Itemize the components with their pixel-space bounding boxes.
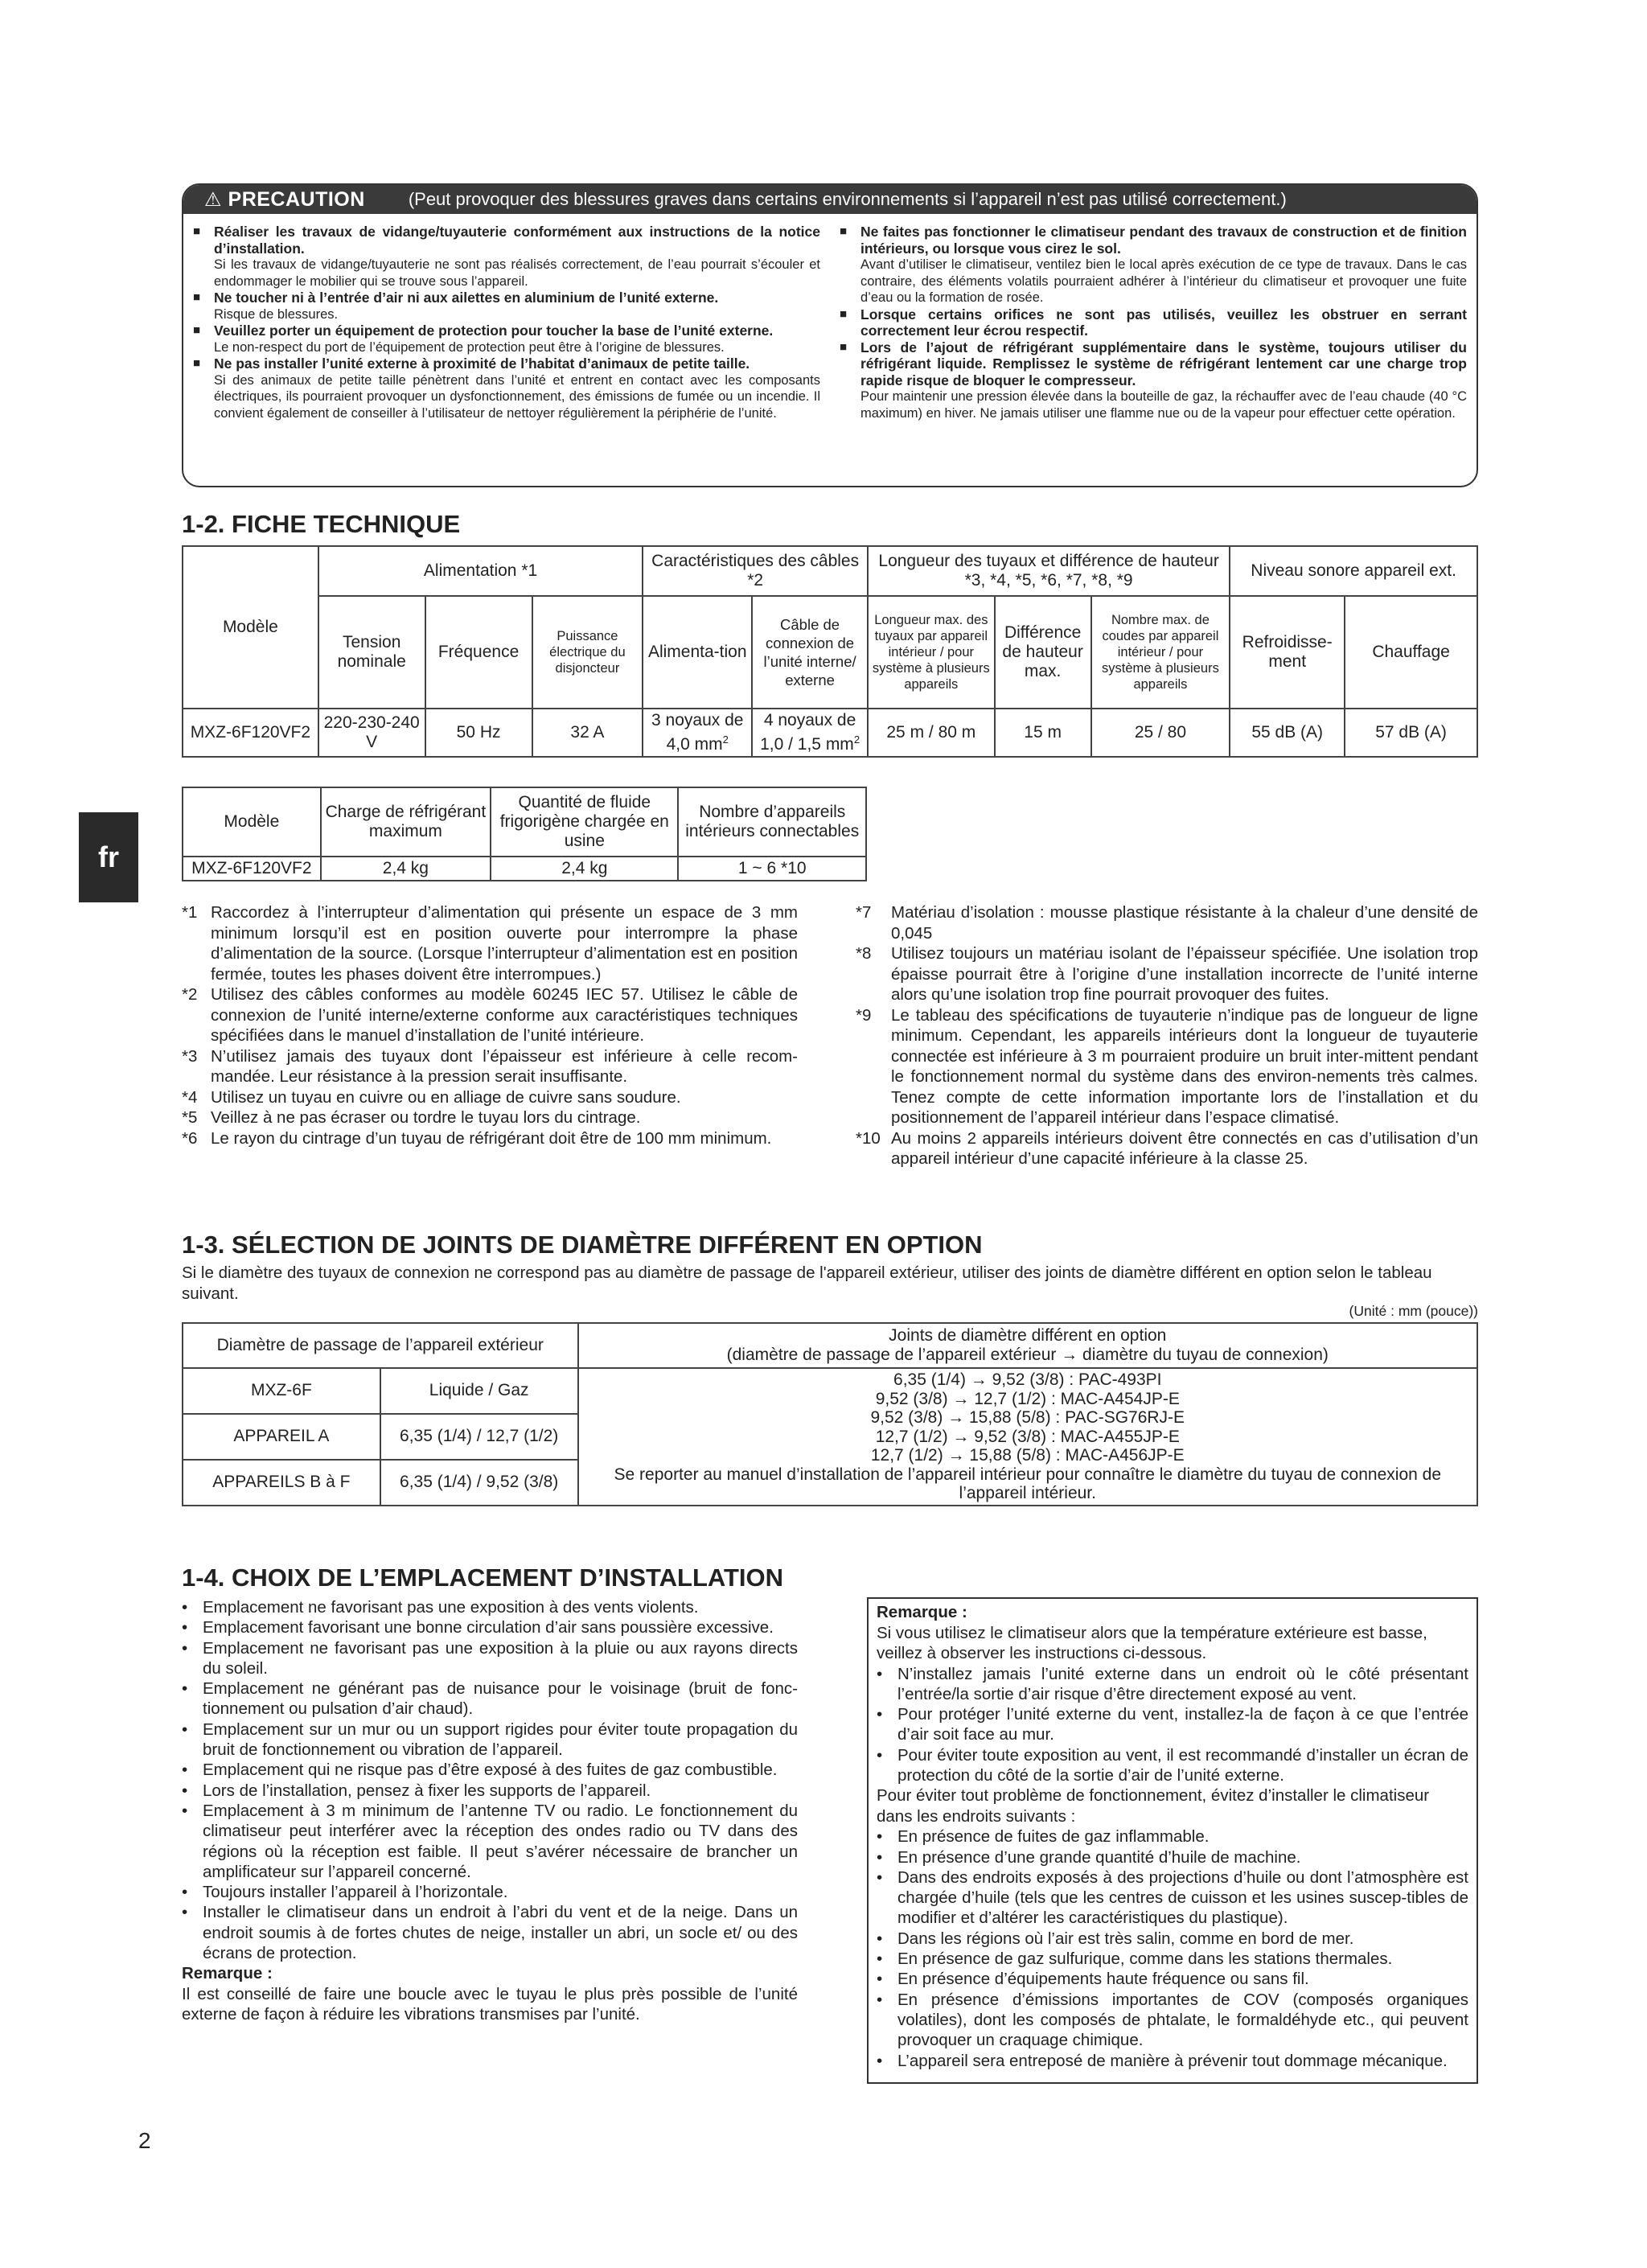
list-item	[877, 1969, 1468, 1989]
notes-right	[856, 902, 1478, 1169]
cell-chauffage: 57 dB (A)	[1345, 709, 1477, 757]
cell-longueur: 25 m / 80 m	[868, 709, 995, 757]
th-charge: Charge de réfrigérant maximum	[321, 787, 491, 857]
list-item	[182, 1902, 798, 1963]
bullet-dot-icon: •	[182, 1679, 188, 1699]
precaution-item	[840, 224, 1467, 306]
bullet-dot-icon: •	[877, 2051, 883, 2070]
list-item	[877, 1949, 1468, 1969]
joints-table	[182, 1322, 1478, 1506]
list-item	[182, 1638, 798, 1679]
footnote-key: *9	[856, 1005, 872, 1025]
footnote-text: Matériau d’isolation : mousse plastique résistante à la chaleur d’une densité de 0,045	[891, 903, 1478, 943]
footnote-key: *4	[182, 1087, 198, 1107]
th-cable-connexion: Câble de connexion de l’unité interne/ externe	[752, 596, 868, 709]
footnote	[182, 1046, 798, 1087]
footnote	[182, 902, 798, 984]
precaution-item-text: Avant d’utiliser le climatiseur, ventilez bien le local après exécution de ce type de travaux. Dans le cas contraire, des éléments volatils pourraient adhérer à l’intérieur du climatiseur et provoquer une fuite d’eau ou la formation de rosée.	[860, 257, 1467, 305]
th-chauffage: Chauffage	[1345, 596, 1477, 709]
remark-box-bullets-2	[877, 1826, 1468, 2071]
bullet-dot-icon: •	[182, 1719, 188, 1739]
precaution-title: PRECAUTION	[228, 187, 365, 211]
table-row	[183, 1368, 1477, 1414]
list-item-text: Installer le climatiseur dans un endroit à l’abri du vent et de la neige. Dans un endroit soumis à de fortes chutes de neige, installer un abri, un socle et/ ou des écrans de protection.	[203, 1903, 798, 1963]
list-item	[877, 1847, 1468, 1867]
list-item-text: Emplacement sur un mur ou un support rigides pour éviter toute propagation du bruit de fonctionnement ou vibration de l’appareil.	[203, 1719, 798, 1760]
list-item	[877, 1826, 1468, 1847]
cell-quantite: 2,4 kg	[491, 857, 678, 881]
language-tab: fr	[79, 812, 138, 902]
th-modele-2: Modèle	[183, 787, 321, 857]
bullet-square-icon: ■	[193, 224, 201, 238]
precaution-item-bold: Réaliser les travaux de vidange/tuyauterie conformément aux instructions de la notice d’installation.	[214, 224, 820, 257]
bullet-dot-icon: •	[182, 1801, 188, 1820]
list-item-text: Lors de l’installation, pensez à fixer les supports de l’appareil.	[203, 1781, 651, 1800]
footnote	[856, 943, 1478, 1005]
bullet-dot-icon: •	[877, 1847, 883, 1867]
list-item-text: Emplacement ne générant pas de nuisance pour le voisinage (bruit de fonc-tionnement ou pulsation d’air chaud).	[203, 1679, 798, 1719]
footnote-key: *1	[182, 903, 198, 922]
list-item	[182, 1678, 798, 1719]
list-item-text: Pour protéger l’unité externe du vent, installez-la de façon à ce que l’entrée d’air soit face au mur.	[897, 1705, 1468, 1744]
cell-refroidissement: 55 dB (A)	[1230, 709, 1345, 757]
precaution-item	[840, 306, 1467, 339]
list-item-text: En présence d’une grande quantité d’huile de machine.	[897, 1847, 1301, 1867]
bullet-dot-icon: •	[877, 1664, 883, 1683]
footnote-key: *2	[182, 985, 198, 1004]
section-title-fiche-technique: 1-2. FICHE TECHNIQUE	[182, 510, 461, 538]
precaution-item	[840, 339, 1467, 422]
list-item-text: Emplacement ne favorisant pas une exposition à des vents violents.	[203, 1598, 699, 1617]
precaution-right-column	[840, 224, 1467, 421]
bullet-dot-icon: •	[877, 1867, 883, 1887]
th-tension: Tension nominale	[318, 596, 425, 709]
list-item-text: Emplacement qui ne risque pas d’être exposé à des fuites de gaz combustible.	[203, 1761, 778, 1780]
footnote-key: *3	[182, 1046, 198, 1066]
list-item	[877, 1664, 1468, 1705]
list-item	[182, 1760, 798, 1780]
list-item-text: Toujours installer l’appareil à l’horizontale.	[203, 1883, 508, 1902]
bullet-square-icon: ■	[193, 356, 201, 370]
remark-box-mid: Pour éviter tout problème de fonctionnement, évitez d’installer le climatiseur dans les endroits suivants :	[877, 1786, 1430, 1826]
remark-box-title: Remarque :	[877, 1603, 967, 1621]
bullet-square-icon: ■	[193, 323, 201, 337]
list-item	[182, 1617, 798, 1637]
precaution-item-text: Risque de blessures.	[214, 306, 339, 322]
th-puissance: Puissance électrique du disjoncteur	[532, 596, 643, 709]
footnote-text: N’utilisez jamais des tuyaux dont l’épaisseur est inférieure à celle recom-mandée. Leur résistance à la pression serait insuffisante.	[211, 1046, 798, 1086]
footnote-key: *10	[856, 1128, 881, 1148]
page-number: 2	[138, 2128, 151, 2153]
notes-left	[182, 902, 798, 1148]
list-item	[182, 1597, 798, 1617]
footnote	[182, 1128, 798, 1149]
cell-coudes: 25 / 80	[1091, 709, 1230, 757]
joints-intro: Si le diamètre des tuyaux de connexion ne correspond pas au diamètre de passage de l'appareil extérieur, utiliser des joints de diamètre différent en option selon le tableau suivant.	[182, 1263, 1432, 1303]
refrigerant-table	[182, 787, 867, 881]
th-sonore-group: Niveau sonore appareil ext.	[1230, 546, 1477, 596]
list-item-text: Emplacement favorisant une bonne circulation d’air sans poussière excessive.	[203, 1618, 774, 1637]
remark-title: Remarque :	[182, 1964, 273, 1983]
th-difference: Différence de hauteur max.	[995, 596, 1091, 709]
th-coudes: Nombre max. de coudes par appareil intérieur / pour système à plusieurs appareils	[1091, 596, 1230, 709]
precaution-item-bold: Lors de l’ajout de réfrigérant supplémentaire dans le système, toujours utiliser du réfrigérant liquide. Remplissez le système de réfrigérant lentement car une charge trop rapide risque de bloquer le compresseur.	[860, 339, 1467, 388]
footnote-text: Au moins 2 appareils intérieurs doivent être connectés en cas d’utilisation d’un appareil intérieur d’une capacité inférieure à la classe 25.	[891, 1128, 1478, 1168]
th-frequence: Fréquence	[425, 596, 532, 709]
install-bullets	[182, 1597, 798, 2025]
cell-row3-b: 6,35 (1/4) / 9,52 (3/8)	[380, 1460, 578, 1506]
cell-row1-b: Liquide / Gaz	[380, 1368, 578, 1414]
bullet-dot-icon: •	[182, 1761, 188, 1780]
list-item	[877, 2051, 1468, 2071]
th-quantite: Quantité de fluide frigorigène chargée en usine	[491, 787, 678, 857]
bullet-square-icon: ■	[840, 224, 848, 238]
bullet-dot-icon: •	[877, 1990, 883, 2009]
th-nombre: Nombre d’appareils intérieurs connectables	[678, 787, 866, 857]
bullet-dot-icon: •	[877, 1929, 883, 1948]
cell-row1-a: MXZ-6F	[183, 1368, 380, 1414]
remark-box-bullets-1	[877, 1664, 1468, 1786]
list-item	[877, 1867, 1468, 1929]
precaution-item-text: Si des animaux de petite taille pénètrent dans l’unité et entrent en contact avec les composants électriques, ils pourraient provoquer un dysfonctionnement, des émissions de fumée ou un incendie. Il convient également de conseiller à l’utilisateur de nettoyer régulièrement la périphérie de l’unité.	[214, 372, 820, 421]
cell-charge: 2,4 kg	[321, 857, 491, 881]
cell-joints-list: 6,35 (1/4) → 9,52 (3/8) : PAC-493PI 9,52 (3/8) → 12,7 (1/2) : MAC-A454JP-E 9,52 (3/8) → 15,88 (5/8) : PAC-SG76RJ-E 12,7 (1/2) → 9,52 (3/8) : MAC-A455JP-E 12,7 (1/2) → 15,88 (5/8) : MAC-A456JP-E Se reporter au manuel d’installation de l’appareil intérieur pour connaître le diamètre du tuyau de connexion de l’appareil intérieur.	[578, 1368, 1477, 1506]
footnote-text: Utilisez toujours un matériau isolant de l’épaisseur spécifiée. Une isolation trop épaisse pourrait être à l’origine d’une installation incorrecte de l’unité interne alors qu’une isolation trop fine pourrait provoquer des fuites.	[891, 944, 1478, 1004]
th-joints: Joints de diamètre différent en option (diamètre de passage de l’appareil extérieur → diamètre du tuyau de connexion)	[578, 1323, 1477, 1368]
precaution-item-text: Si les travaux de vidange/tuyauterie ne sont pas réalisés correctement, de l’eau pourrait s’écouler et endommager le mobilier qui se trouve sous l’appareil.	[214, 257, 820, 289]
footnote-text: Le tableau des spécifications de tuyauterie n’indique pas de longueur de ligne minimum. Cependant, les appareils intérieurs dont la longueur de tuyauterie connectée est inférieure à 3 m pourraient produire un bruit inter-mittent pendant le fonctionnement normal du système dans des environ-nements très calmes. Tenez compte de cette information importante lors de l’installation et du positionnement de l’appareil intérieur dans l’espace climatisé.	[891, 1005, 1478, 1127]
cell-row2-a: APPAREIL A	[183, 1414, 380, 1460]
th-diametre: Diamètre de passage de l’appareil extérieur	[183, 1323, 578, 1368]
th-cables-group: Caractéristiques des câbles *2	[643, 546, 868, 596]
bullet-dot-icon: •	[877, 1705, 883, 1724]
precaution-item-text: Le non-respect du port de l’équipement de protection peut être à l’origine de blessures.	[214, 339, 725, 355]
bullet-dot-icon: •	[182, 1638, 188, 1658]
bullet-dot-icon: •	[877, 1970, 883, 1989]
th-alimentation-group: Alimentation *1	[318, 546, 643, 596]
section-title-joints: 1-3. SÉLECTION DE JOINTS DE DIAMÈTRE DIFFÉRENT EN OPTION	[182, 1231, 983, 1259]
list-item-text: Dans les régions où l’air est très salin, comme en bord de mer.	[897, 1929, 1354, 1948]
footnote	[182, 1087, 798, 1108]
precaution-box	[182, 183, 1478, 487]
cell-cable: 4 noyaux de 1,0 / 1,5 $mm^2$	[752, 709, 868, 757]
list-item-text: En présence de fuites de gaz inflammable.	[897, 1827, 1210, 1847]
cell-puissance: 32 A	[532, 709, 643, 757]
bullet-dot-icon: •	[877, 1827, 883, 1847]
precaution-item-bold: Ne faites pas fonctionner le climatiseur pendant des travaux de construction et de finition intérieurs, ou lorsque vous cirez le sol.	[860, 224, 1467, 257]
list-item	[182, 1719, 798, 1761]
footnote-key: *8	[856, 944, 872, 963]
precaution-item	[193, 290, 820, 323]
bullet-dot-icon: •	[877, 1745, 883, 1765]
precaution-header	[183, 185, 1477, 214]
precaution-item-bold: Veuillez porter un équipement de protection pour toucher la base de l’unité externe.	[214, 323, 774, 339]
cell-modele: MXZ-6F120VF2	[183, 709, 318, 757]
precaution-item	[193, 224, 820, 290]
list-item	[877, 1704, 1468, 1745]
footnote-key: *5	[182, 1108, 198, 1127]
unit-label: (Unité : mm (pouce))	[1349, 1303, 1478, 1319]
remark-text: Il est conseillé de faire une boucle avec le tuyau le plus près possible de l’unité externe de façon à réduire les vibrations transmises par l’unité.	[182, 1984, 798, 2024]
cell-modele-2: MXZ-6F120VF2	[183, 857, 321, 881]
section-title-emplacement: 1-4. CHOIX DE L’EMPLACEMENT D’INSTALLATION	[182, 1563, 784, 1592]
cell-frequence: 50 Hz	[425, 709, 532, 757]
th-longueur: Longueur max. des tuyaux par appareil intérieur / pour système à plusieurs appareils	[868, 596, 995, 709]
cell-difference: 15 m	[995, 709, 1091, 757]
footnote	[856, 902, 1478, 943]
th-tuyaux-group: Longueur des tuyaux et différence de hauteur *3, *4, *5, *6, *7, *8, *9	[868, 546, 1230, 596]
table-row	[183, 857, 866, 881]
footnote-text: Le rayon du cintrage d’un tuyau de réfrigérant doit être de 100 mm minimum.	[211, 1128, 772, 1148]
bullet-dot-icon: •	[877, 1950, 883, 1969]
precaution-subtitle: (Peut provoquer des blessures graves dans certains environnements si l’appareil n’est pas utilisé correctement.)	[408, 189, 1287, 209]
list-item-text: N’installez jamais l’unité externe dans un endroit où le côté présentant l’entrée/la sortie d’air risque d’être directement exposé au vent.	[897, 1664, 1468, 1703]
precaution-item-bold: Lorsque certains orifices ne sont pas utilisés, veuillez les obstruer en serrant correctement leur écrou respectif.	[860, 306, 1467, 339]
list-item	[182, 1801, 798, 1882]
bullet-dot-icon: •	[182, 1598, 188, 1617]
list-item-text: En présence d’équipements haute fréquence ou sans fil.	[897, 1970, 1309, 1989]
footnote-key: *7	[856, 903, 872, 922]
list-item	[877, 1745, 1468, 1786]
footnote-text: Raccordez à l’interrupteur d’alimentation qui présente un espace de 3 mm minimum lorsqu’il est en position ouverte pour interrompre la phase d’alimentation de la source. (Lorsque l’interrupteur d’alimentation est en position fermée, toutes les phases doivent être interrompues.)	[211, 903, 798, 984]
th-alimentation: Alimenta-tion	[643, 596, 752, 709]
footnote	[182, 1107, 798, 1128]
remark-box-intro: Si vous utilisez le climatiseur alors que la température extérieure est basse, veillez à observer les instructions ci-dessous.	[877, 1623, 1427, 1662]
footnote	[856, 1005, 1478, 1128]
precaution-item-bold: Ne toucher ni à l’entrée d’air ni aux ailettes en aluminium de l’unité externe.	[214, 290, 719, 306]
remark-box	[867, 1597, 1478, 2084]
bullet-dot-icon: •	[182, 1883, 188, 1902]
cell-nombre: 1 ~ 6 *10	[678, 857, 866, 881]
list-item-text: Emplacement à 3 m minimum de l’antenne TV ou radio. Le fonctionnement du climatiseur peut interférer avec la réception des ondes radio ou TV dans des régions où la réception est faible. Il peut s’avérer nécessaire de brancher un amplificateur sur l’appareil concerné.	[203, 1801, 798, 1881]
list-item-text: Emplacement ne favorisant pas une exposition à la pluie ou aux rayons directs du soleil.	[203, 1638, 798, 1678]
bullet-dot-icon: •	[182, 1781, 188, 1800]
list-item-text: Dans des endroits exposés à des projections d’huile ou dont l’atmosphère est chargée d’huile (tels que les centres de cuisson et les usines suscep-tibles de modifier et d’altérer les caractéristiques du plastique).	[897, 1867, 1468, 1928]
cell-alimentation: 3 noyaux de 4,0 $mm^2$	[643, 709, 752, 757]
th-refroidissement: Refroidisse-ment	[1230, 596, 1345, 709]
list-item	[182, 1882, 798, 1902]
bullet-square-icon: ■	[193, 290, 201, 304]
bullet-square-icon: ■	[840, 306, 848, 321]
list-item-text: En présence d’émissions importantes de COV (composés organiques volatiles), dont les composés de phtalate, le formaldéhyde etc., qui peuvent provoquer un craquage chimique.	[897, 1990, 1468, 2050]
list-item-text: Pour éviter toute exposition au vent, il est recommandé d’installer un écran de protection du côté de la sortie d’air de l’unité externe.	[897, 1745, 1468, 1785]
list-item	[877, 1990, 1468, 2051]
footnote-text: Veillez à ne pas écraser ou tordre le tuyau lors du cintrage.	[211, 1108, 641, 1127]
precaution-item-text: Pour maintenir une pression élevée dans la bouteille de gaz, la réchauffer avec de l’eau chaude (40 °C maximum) en hiver. Ne jamais utiliser une flamme nue ou de la vapeur pour effectuer cette opération.	[860, 389, 1467, 421]
table-row	[183, 709, 1477, 757]
bullet-dot-icon: •	[182, 1618, 188, 1637]
warning-icon: ⚠	[204, 188, 222, 211]
list-item-text: L’appareil sera entreposé de manière à prévenir tout dommage mécanique.	[897, 2051, 1448, 2070]
list-item	[877, 1929, 1468, 1949]
footnote-text: Utilisez un tuyau en cuivre ou en alliage de cuivre sans soudure.	[211, 1087, 681, 1107]
precaution-item	[193, 323, 820, 355]
precaution-item	[193, 355, 820, 421]
cell-row2-b: 6,35 (1/4) / 12,7 (1/2)	[380, 1414, 578, 1460]
bullet-square-icon: ■	[840, 339, 848, 354]
list-item-text: En présence de gaz sulfurique, comme dans les stations thermales.	[897, 1950, 1393, 1969]
list-item	[182, 1781, 798, 1801]
bullet-dot-icon: •	[182, 1903, 188, 1922]
precaution-left-column	[193, 224, 820, 421]
footnote	[182, 984, 798, 1046]
cell-tension: 220-230-240 V	[318, 709, 425, 757]
th-modele: Modèle	[183, 546, 318, 709]
footnote-text: Utilisez des câbles conformes au modèle 60245 IEC 57. Utilisez le câble de connexion de l’unité interne/externe conforme aux caractéristiques techniques spécifiées dans le manuel d’installation de l’unité intérieure.	[211, 985, 798, 1045]
cell-row3-a: APPAREILS B à F	[183, 1460, 380, 1506]
spec-table	[182, 545, 1478, 758]
footnote-key: *6	[182, 1128, 198, 1148]
precaution-item-bold: Ne pas installer l’unité externe à proximité de l’habitat d’animaux de petite taille.	[214, 355, 750, 372]
footnote	[856, 1128, 1478, 1169]
